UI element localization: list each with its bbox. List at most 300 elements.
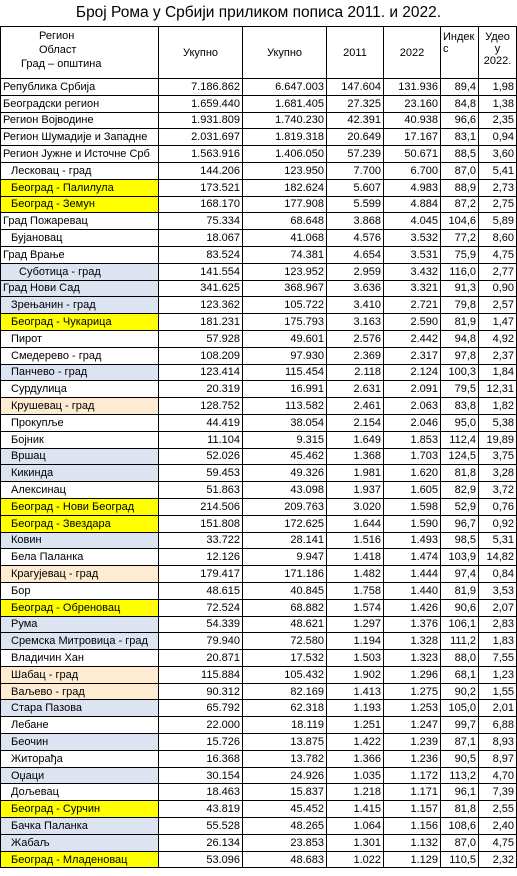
cell-index: 79,8 xyxy=(441,297,479,314)
table-row xyxy=(1,112,517,129)
cell-total-2022: 82.169 xyxy=(243,683,327,700)
cell-total-2011: 90.312 xyxy=(159,683,243,700)
cell-total-2022: 62.318 xyxy=(243,700,327,717)
cell-roma-2011: 3.868 xyxy=(327,213,384,230)
cell-total-2011: 43.819 xyxy=(159,801,243,818)
cell-roma-2022: 3.532 xyxy=(384,230,441,247)
cell-total-2022: 9.947 xyxy=(243,549,327,566)
table-row xyxy=(1,146,517,163)
cell-roma-2022: 1.172 xyxy=(384,767,441,784)
cell-total-2011: 22.000 xyxy=(159,717,243,734)
cell-index: 96,7 xyxy=(441,515,479,532)
roma-census-table xyxy=(0,26,517,868)
cell-total-2011: 179.417 xyxy=(159,566,243,583)
cell-total-2022: 1.740.230 xyxy=(243,112,327,129)
cell-roma-2022: 2.590 xyxy=(384,314,441,331)
cell-name: Бојник xyxy=(1,431,159,448)
cell-total-2011: 18.463 xyxy=(159,784,243,801)
cell-roma-2022: 1.598 xyxy=(384,498,441,515)
cell-total-2022: 72.580 xyxy=(243,633,327,650)
cell-roma-2011: 1.301 xyxy=(327,834,384,851)
cell-index: 106,1 xyxy=(441,616,479,633)
cell-total-2022: 49.601 xyxy=(243,330,327,347)
cell-name: Бела Паланка xyxy=(1,549,159,566)
cell-share: 2,32 xyxy=(479,851,517,868)
table-row xyxy=(1,196,517,213)
cell-share: 7,55 xyxy=(479,650,517,667)
cell-roma-2011: 1.194 xyxy=(327,633,384,650)
header-region xyxy=(1,27,159,79)
cell-index: 81,9 xyxy=(441,314,479,331)
cell-total-2011: 1.931.809 xyxy=(159,112,243,129)
cell-roma-2011: 1.366 xyxy=(327,750,384,767)
cell-total-2011: 59.453 xyxy=(159,465,243,482)
cell-index: 97,4 xyxy=(441,566,479,583)
cell-share: 4,92 xyxy=(479,330,517,347)
cell-roma-2011: 2.118 xyxy=(327,364,384,381)
cell-share: 0,94 xyxy=(479,129,517,146)
cell-total-2011: 181.231 xyxy=(159,314,243,331)
cell-roma-2022: 2.721 xyxy=(384,297,441,314)
cell-roma-2022: 2.317 xyxy=(384,347,441,364)
cell-share: 7,39 xyxy=(479,784,517,801)
cell-name: Београд - Обреновац xyxy=(1,599,159,616)
cell-share: 4,75 xyxy=(479,246,517,263)
cell-total-2022: 15.837 xyxy=(243,784,327,801)
cell-name: Пирот xyxy=(1,330,159,347)
table-row xyxy=(1,549,517,566)
cell-index: 81,9 xyxy=(441,582,479,599)
cell-index: 96,6 xyxy=(441,112,479,129)
cell-share: 1,47 xyxy=(479,314,517,331)
cell-total-2022: 105.722 xyxy=(243,297,327,314)
cell-name: Лебане xyxy=(1,717,159,734)
cell-total-2022: 6.647.003 xyxy=(243,79,327,96)
table-row xyxy=(1,834,517,851)
cell-roma-2022: 1.376 xyxy=(384,616,441,633)
table-row xyxy=(1,330,517,347)
cell-roma-2011: 3.410 xyxy=(327,297,384,314)
cell-total-2011: 12.126 xyxy=(159,549,243,566)
cell-total-2011: 16.368 xyxy=(159,750,243,767)
cell-index: 99,7 xyxy=(441,717,479,734)
cell-total-2022: 49.326 xyxy=(243,465,327,482)
cell-share: 0,90 xyxy=(479,280,517,297)
table-row xyxy=(1,448,517,465)
cell-total-2022: 368.967 xyxy=(243,280,327,297)
cell-total-2011: 341.625 xyxy=(159,280,243,297)
header-share: Удео у 2022. xyxy=(479,27,517,79)
cell-roma-2011: 1.218 xyxy=(327,784,384,801)
cell-name: Република Србија xyxy=(1,79,159,96)
cell-total-2022: 1.681.405 xyxy=(243,95,327,112)
cell-index: 97,8 xyxy=(441,347,479,364)
cell-index: 116,0 xyxy=(441,263,479,280)
cell-total-2022: 171.186 xyxy=(243,566,327,583)
cell-roma-2022: 1.171 xyxy=(384,784,441,801)
cell-share: 8,93 xyxy=(479,734,517,751)
cell-roma-2022: 1.129 xyxy=(384,851,441,868)
cell-roma-2022: 1.296 xyxy=(384,666,441,683)
cell-index: 81,8 xyxy=(441,465,479,482)
cell-index: 90,5 xyxy=(441,750,479,767)
cell-roma-2011: 1.981 xyxy=(327,465,384,482)
cell-roma-2011: 3.163 xyxy=(327,314,384,331)
cell-total-2022: 45.452 xyxy=(243,801,327,818)
cell-name: Панчево - град xyxy=(1,364,159,381)
cell-roma-2022: 1.620 xyxy=(384,465,441,482)
cell-name: Кикинда xyxy=(1,465,159,482)
cell-index: 124,5 xyxy=(441,448,479,465)
cell-name: Жабаљ xyxy=(1,834,159,851)
cell-name: Владичин Хан xyxy=(1,650,159,667)
cell-roma-2011: 1.064 xyxy=(327,818,384,835)
cell-roma-2022: 2.046 xyxy=(384,414,441,431)
cell-total-2011: 1.563.916 xyxy=(159,146,243,163)
cell-share: 1,82 xyxy=(479,398,517,415)
cell-roma-2011: 1.649 xyxy=(327,431,384,448)
cell-index: 108,6 xyxy=(441,818,479,835)
table-row xyxy=(1,129,517,146)
cell-roma-2011: 5.599 xyxy=(327,196,384,213)
cell-index: 110,5 xyxy=(441,851,479,868)
cell-total-2022: 123.952 xyxy=(243,263,327,280)
cell-share: 2,73 xyxy=(479,179,517,196)
table-row xyxy=(1,650,517,667)
table-row xyxy=(1,431,517,448)
cell-share: 2,01 xyxy=(479,700,517,717)
cell-share: 4,70 xyxy=(479,767,517,784)
cell-name: Беочин xyxy=(1,734,159,751)
cell-roma-2022: 1.853 xyxy=(384,431,441,448)
cell-total-2011: 7.186.862 xyxy=(159,79,243,96)
cell-share: 14,82 xyxy=(479,549,517,566)
cell-roma-2022: 40.938 xyxy=(384,112,441,129)
cell-roma-2022: 131.936 xyxy=(384,79,441,96)
cell-total-2011: 20.871 xyxy=(159,650,243,667)
cell-total-2011: 123.362 xyxy=(159,297,243,314)
table-row xyxy=(1,414,517,431)
cell-roma-2011: 1.022 xyxy=(327,851,384,868)
cell-index: 79,5 xyxy=(441,381,479,398)
cell-name: Бачка Паланка xyxy=(1,818,159,835)
cell-share: 2,35 xyxy=(479,112,517,129)
cell-index: 75,9 xyxy=(441,246,479,263)
cell-total-2022: 48.621 xyxy=(243,616,327,633)
cell-total-2011: 83.524 xyxy=(159,246,243,263)
cell-index: 84,8 xyxy=(441,95,479,112)
cell-share: 2,77 xyxy=(479,263,517,280)
cell-index: 95,0 xyxy=(441,414,479,431)
cell-index: 112,4 xyxy=(441,431,479,448)
cell-total-2011: 214.506 xyxy=(159,498,243,515)
cell-name: Смедерево - град xyxy=(1,347,159,364)
cell-share: 12,31 xyxy=(479,381,517,398)
cell-total-2011: 51.863 xyxy=(159,482,243,499)
cell-name: Ковин xyxy=(1,532,159,549)
cell-roma-2011: 20.649 xyxy=(327,129,384,146)
cell-total-2011: 15.726 xyxy=(159,734,243,751)
cell-index: 105,0 xyxy=(441,700,479,717)
table-row xyxy=(1,465,517,482)
header-area-line: Област xyxy=(39,44,77,56)
cell-roma-2022: 1.493 xyxy=(384,532,441,549)
cell-roma-2011: 4.654 xyxy=(327,246,384,263)
cell-name: Град Пожаревац xyxy=(1,213,159,230)
cell-roma-2011: 1.415 xyxy=(327,801,384,818)
header-total-2011: Укупно xyxy=(159,27,243,79)
cell-roma-2011: 5.607 xyxy=(327,179,384,196)
table-row xyxy=(1,784,517,801)
cell-roma-2011: 1.251 xyxy=(327,717,384,734)
cell-total-2022: 68.648 xyxy=(243,213,327,230)
cell-index: 83,1 xyxy=(441,129,479,146)
cell-index: 96,1 xyxy=(441,784,479,801)
cell-roma-2022: 3.321 xyxy=(384,280,441,297)
cell-name: Београд - Палилула xyxy=(1,179,159,196)
table-row xyxy=(1,381,517,398)
table-row xyxy=(1,616,517,633)
cell-index: 52,9 xyxy=(441,498,479,515)
cell-name: Београдски регион xyxy=(1,95,159,112)
cell-name: Дољевац xyxy=(1,784,159,801)
cell-name: Београд - Чукарица xyxy=(1,314,159,331)
cell-total-2011: 108.209 xyxy=(159,347,243,364)
cell-index: 88,9 xyxy=(441,179,479,196)
cell-total-2011: 2.031.697 xyxy=(159,129,243,146)
cell-total-2022: 123.950 xyxy=(243,162,327,179)
cell-name: Суботица - град xyxy=(1,263,159,280)
cell-name: Београд - Нови Београд xyxy=(1,498,159,515)
cell-roma-2011: 2.461 xyxy=(327,398,384,415)
cell-share: 5,89 xyxy=(479,213,517,230)
cell-index: 88,5 xyxy=(441,146,479,163)
cell-total-2022: 48.683 xyxy=(243,851,327,868)
cell-name: Крагујевац - град xyxy=(1,566,159,583)
cell-roma-2011: 2.959 xyxy=(327,263,384,280)
cell-total-2011: 72.524 xyxy=(159,599,243,616)
cell-total-2022: 182.624 xyxy=(243,179,327,196)
cell-total-2022: 24.926 xyxy=(243,767,327,784)
cell-total-2011: 30.154 xyxy=(159,767,243,784)
cell-total-2022: 115.454 xyxy=(243,364,327,381)
header-2011: 2011 xyxy=(327,27,384,79)
cell-total-2011: 20.319 xyxy=(159,381,243,398)
cell-share: 3,75 xyxy=(479,448,517,465)
cell-name: Житорађа xyxy=(1,750,159,767)
cell-total-2011: 75.334 xyxy=(159,213,243,230)
table-row xyxy=(1,683,517,700)
cell-share: 1,55 xyxy=(479,683,517,700)
cell-total-2011: 44.419 xyxy=(159,414,243,431)
table-row xyxy=(1,851,517,868)
cell-total-2011: 141.554 xyxy=(159,263,243,280)
cell-index: 89,4 xyxy=(441,79,479,96)
cell-name: Вршац xyxy=(1,448,159,465)
cell-index: 104,6 xyxy=(441,213,479,230)
cell-name: Град Нови Сад xyxy=(1,280,159,297)
cell-roma-2022: 2.442 xyxy=(384,330,441,347)
cell-roma-2011: 42.391 xyxy=(327,112,384,129)
cell-roma-2022: 1.444 xyxy=(384,566,441,583)
cell-total-2022: 45.462 xyxy=(243,448,327,465)
table-row xyxy=(1,767,517,784)
table-row xyxy=(1,213,517,230)
table-row xyxy=(1,599,517,616)
cell-roma-2011: 4.576 xyxy=(327,230,384,247)
cell-total-2011: 53.096 xyxy=(159,851,243,868)
cell-share: 2,40 xyxy=(479,818,517,835)
cell-total-2022: 9.315 xyxy=(243,431,327,448)
cell-total-2022: 209.763 xyxy=(243,498,327,515)
cell-roma-2011: 1.516 xyxy=(327,532,384,549)
cell-share: 2,57 xyxy=(479,297,517,314)
cell-roma-2011: 3.020 xyxy=(327,498,384,515)
cell-roma-2022: 1.236 xyxy=(384,750,441,767)
cell-name: Рума xyxy=(1,616,159,633)
cell-roma-2011: 1.574 xyxy=(327,599,384,616)
cell-roma-2011: 1.368 xyxy=(327,448,384,465)
cell-roma-2011: 7.700 xyxy=(327,162,384,179)
cell-total-2022: 40.845 xyxy=(243,582,327,599)
cell-total-2022: 38.054 xyxy=(243,414,327,431)
cell-index: 111,2 xyxy=(441,633,479,650)
cell-roma-2011: 1.418 xyxy=(327,549,384,566)
cell-share: 2,75 xyxy=(479,196,517,213)
cell-roma-2011: 57.239 xyxy=(327,146,384,163)
cell-share: 2,07 xyxy=(479,599,517,616)
cell-roma-2011: 2.576 xyxy=(327,330,384,347)
cell-index: 88,0 xyxy=(441,650,479,667)
cell-roma-2022: 1.156 xyxy=(384,818,441,835)
cell-total-2011: 168.170 xyxy=(159,196,243,213)
cell-name: Београд - Младеновац xyxy=(1,851,159,868)
cell-roma-2022: 1.605 xyxy=(384,482,441,499)
cell-total-2022: 177.908 xyxy=(243,196,327,213)
table-row xyxy=(1,582,517,599)
cell-index: 87,0 xyxy=(441,162,479,179)
cell-roma-2022: 2.063 xyxy=(384,398,441,415)
cell-name: Крушевац - град xyxy=(1,398,159,415)
cell-index: 87,1 xyxy=(441,734,479,751)
cell-index: 103,9 xyxy=(441,549,479,566)
cell-share: 3,28 xyxy=(479,465,517,482)
cell-share: 2,55 xyxy=(479,801,517,818)
cell-total-2011: 79.940 xyxy=(159,633,243,650)
cell-name: Оџаци xyxy=(1,767,159,784)
cell-total-2022: 13.875 xyxy=(243,734,327,751)
cell-roma-2022: 1.590 xyxy=(384,515,441,532)
cell-share: 0,76 xyxy=(479,498,517,515)
cell-roma-2011: 1.503 xyxy=(327,650,384,667)
cell-roma-2022: 1.239 xyxy=(384,734,441,751)
cell-roma-2011: 1.193 xyxy=(327,700,384,717)
cell-roma-2011: 1.413 xyxy=(327,683,384,700)
cell-index: 90,6 xyxy=(441,599,479,616)
header-index: Индекс xyxy=(441,27,479,79)
cell-share: 4,75 xyxy=(479,834,517,851)
cell-roma-2022: 6.700 xyxy=(384,162,441,179)
header-city-line: Град – општина xyxy=(21,58,102,70)
header-2022: 2022 xyxy=(384,27,441,79)
cell-index: 77,2 xyxy=(441,230,479,247)
cell-name: Стара Пазова xyxy=(1,700,159,717)
cell-total-2011: 55.528 xyxy=(159,818,243,835)
cell-index: 68,1 xyxy=(441,666,479,683)
cell-roma-2011: 27.325 xyxy=(327,95,384,112)
cell-roma-2011: 1.937 xyxy=(327,482,384,499)
table-row xyxy=(1,633,517,650)
cell-share: 1,98 xyxy=(479,79,517,96)
cell-index: 98,5 xyxy=(441,532,479,549)
cell-roma-2022: 1.440 xyxy=(384,582,441,599)
cell-index: 87,0 xyxy=(441,834,479,851)
table-row xyxy=(1,515,517,532)
cell-total-2011: 54.339 xyxy=(159,616,243,633)
cell-total-2011: 18.067 xyxy=(159,230,243,247)
cell-roma-2011: 2.154 xyxy=(327,414,384,431)
table-row xyxy=(1,482,517,499)
table-row xyxy=(1,734,517,751)
cell-roma-2022: 23.160 xyxy=(384,95,441,112)
cell-roma-2011: 2.369 xyxy=(327,347,384,364)
cell-index: 81,8 xyxy=(441,801,479,818)
header-region-line: Регион xyxy=(39,30,75,42)
cell-total-2011: 115.884 xyxy=(159,666,243,683)
cell-roma-2022: 1.703 xyxy=(384,448,441,465)
cell-share: 2,37 xyxy=(479,347,517,364)
cell-total-2011: 11.104 xyxy=(159,431,243,448)
cell-total-2022: 175.793 xyxy=(243,314,327,331)
cell-roma-2011: 1.902 xyxy=(327,666,384,683)
cell-total-2011: 26.134 xyxy=(159,834,243,851)
cell-share: 0,84 xyxy=(479,566,517,583)
table-row xyxy=(1,230,517,247)
cell-total-2022: 1.819.318 xyxy=(243,129,327,146)
cell-share: 3,72 xyxy=(479,482,517,499)
cell-share: 5,41 xyxy=(479,162,517,179)
cell-roma-2011: 1.297 xyxy=(327,616,384,633)
cell-name: Бујановац xyxy=(1,230,159,247)
cell-roma-2011: 2.631 xyxy=(327,381,384,398)
cell-total-2022: 48.265 xyxy=(243,818,327,835)
cell-share: 1,38 xyxy=(479,95,517,112)
cell-index: 83,8 xyxy=(441,398,479,415)
cell-roma-2022: 1.132 xyxy=(384,834,441,851)
cell-roma-2022: 1.253 xyxy=(384,700,441,717)
cell-total-2011: 52.026 xyxy=(159,448,243,465)
table-row xyxy=(1,700,517,717)
cell-total-2022: 172.625 xyxy=(243,515,327,532)
cell-roma-2022: 1.323 xyxy=(384,650,441,667)
cell-total-2011: 48.615 xyxy=(159,582,243,599)
cell-roma-2022: 3.531 xyxy=(384,246,441,263)
cell-total-2022: 97.930 xyxy=(243,347,327,364)
table-row xyxy=(1,95,517,112)
cell-total-2022: 41.068 xyxy=(243,230,327,247)
table-row xyxy=(1,179,517,196)
cell-roma-2011: 147.604 xyxy=(327,79,384,96)
cell-name: Београд - Звездара xyxy=(1,515,159,532)
cell-name: Регион Шумадије и Западне xyxy=(1,129,159,146)
table-row xyxy=(1,297,517,314)
cell-name: Зрењанин - град xyxy=(1,297,159,314)
cell-roma-2022: 1.157 xyxy=(384,801,441,818)
cell-roma-2011: 1.758 xyxy=(327,582,384,599)
cell-index: 91,3 xyxy=(441,280,479,297)
table-row xyxy=(1,263,517,280)
table-row xyxy=(1,79,517,96)
